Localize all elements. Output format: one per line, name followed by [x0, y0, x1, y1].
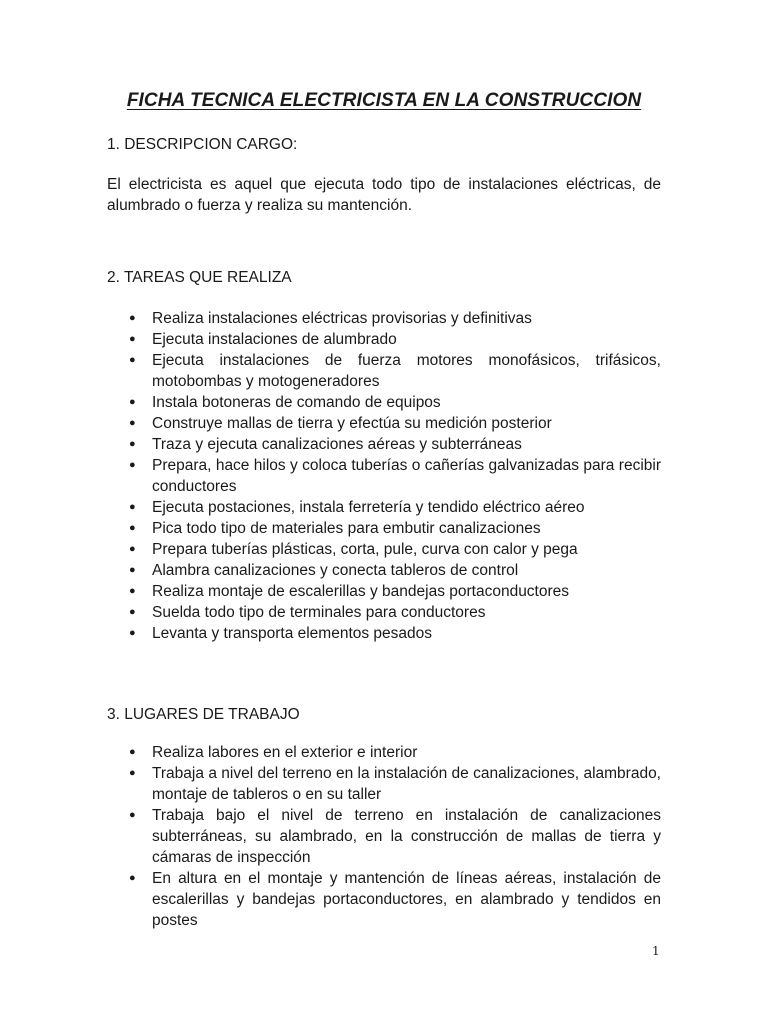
list-item: ● Traza y ejecuta canalizaciones aéreas y subterráneas	[129, 436, 522, 453]
list-item: ● Realiza labores en el exterior e interior	[129, 744, 418, 761]
bullet-icon: ●	[129, 585, 136, 597]
list-item: ● Pica todo tipo de materiales para embutir canalizaciones	[129, 520, 541, 537]
list-item: ● Trabaja a nivel del terreno en la instalación de canalizaciones, alambrado, montaje de tableros o en su taller	[129, 765, 661, 803]
list-item: ● Alambra canalizaciones y conecta tableros de control	[129, 562, 519, 579]
bullet-icon: ●	[129, 606, 136, 618]
list-item: ● Suelda todo tipo de terminales para conductores	[129, 604, 486, 621]
list-item: ● Realiza instalaciones eléctricas provisorias y definitivas	[129, 310, 532, 327]
bullet-icon: ●	[129, 872, 136, 884]
page-number: 1	[652, 944, 660, 958]
bullet-icon: ●	[129, 746, 136, 758]
list-item: ● Prepara tuberías plásticas, corta, pule, curva con calor y pega	[129, 541, 578, 558]
document-title: FICHA TECNICA ELECTRICISTA EN LA CONSTRUCCION	[126, 90, 642, 111]
list-item: ● En altura en el montaje y mantención de líneas aéreas, instalación de escalerillas y bandejas portaconductores, en alambrado y tendidos en postes	[129, 870, 661, 929]
bullet-icon: ●	[129, 564, 136, 576]
section-1-heading: 1. DESCRIPCION CARGO:	[107, 136, 298, 153]
list-item: ● Realiza montaje de escalerillas y bandejas portaconductores	[129, 583, 570, 600]
list-item: ● Instala botoneras de comando de equipos	[129, 394, 441, 411]
section-2-task-list	[0, 308, 661, 644]
list-item: ● Levanta y transporta elementos pesados	[129, 625, 433, 642]
bullet-icon: ●	[129, 417, 136, 429]
bullet-icon: ●	[129, 809, 136, 821]
section-3-heading: 3. LUGARES DE TRABAJO	[107, 706, 300, 723]
section-1-text: El electricista es aquel que ejecuta todo tipo de instalaciones eléctricas, de alumbrado o fuerza y realiza su mantención.	[107, 176, 661, 214]
bullet-icon: ●	[129, 438, 136, 450]
bullet-icon: ●	[129, 354, 136, 366]
bullet-icon: ●	[129, 543, 136, 555]
bullet-icon: ●	[129, 767, 136, 779]
bullet-icon: ●	[129, 312, 136, 324]
bullet-icon: ●	[129, 459, 136, 471]
list-item: ● Ejecuta instalaciones de alumbrado	[129, 331, 397, 348]
bullet-icon: ●	[129, 627, 136, 639]
bullet-icon: ●	[129, 396, 136, 408]
list-item: ● Construye mallas de tierra y efectúa su medición posterior	[129, 415, 552, 432]
list-item: ● Prepara, hace hilos y coloca tuberías o cañerías galvanizadas para recibir conductores	[129, 457, 661, 495]
section-3-workplace-list	[0, 742, 661, 931]
bullet-icon: ●	[129, 522, 136, 534]
list-item: ● Ejecuta postaciones, instala ferretería y tendido eléctrico aéreo	[129, 499, 585, 516]
section-2-heading: 2. TAREAS QUE REALIZA	[107, 269, 292, 286]
list-item: ● Ejecuta instalaciones de fuerza motores monofásicos, trifásicos, motobombas y motogeneradores	[129, 352, 661, 390]
bullet-icon: ●	[129, 501, 136, 513]
bullet-icon: ●	[129, 333, 136, 345]
list-item: ● Trabaja bajo el nivel de terreno en instalación de canalizaciones subterráneas, su alambrado, en la construcción de mallas de tierra y cámaras de inspección	[129, 807, 661, 866]
